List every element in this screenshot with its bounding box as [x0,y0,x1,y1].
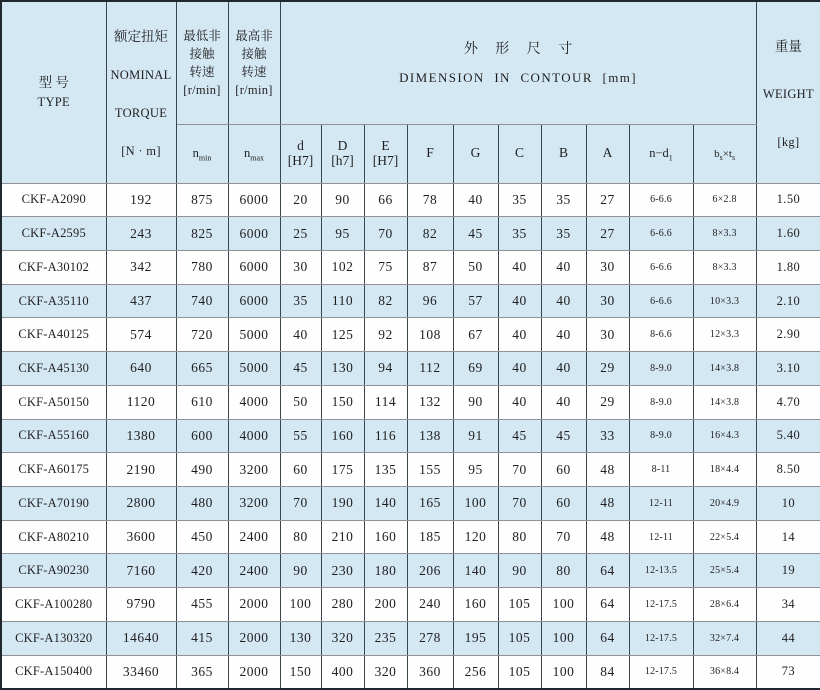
cell-F: 78 [407,183,453,217]
cell-A: 29 [586,385,629,419]
cell-bxt: 16×4.3 [693,419,756,453]
cell-n-d1: 12-13.5 [629,554,693,588]
cell-d: 35 [280,284,321,318]
cell-torque: 342 [106,250,176,284]
weight-label-en: WEIGHT [762,87,814,102]
type-label-cn: 型 号 [38,74,69,90]
cell-A: 30 [586,284,629,318]
cell-d: 60 [280,453,321,487]
cell-d: 45 [280,352,321,386]
cell-bxt: 22×5.4 [693,520,756,554]
cell-nmax: 2400 [228,554,280,588]
cell-type: CKF-A35110 [1,284,106,318]
cell-B: 40 [541,385,586,419]
cell-d: 90 [280,554,321,588]
cell-n-d1: 8-9.0 [629,352,693,386]
cell-D: 160 [321,419,364,453]
cell-type: CKF-A55160 [1,419,106,453]
cell-B: 60 [541,453,586,487]
weight-label-cn: 重量 [774,38,802,54]
cell-torque: 243 [106,217,176,251]
cell-B: 70 [541,520,586,554]
table-row [1,486,820,520]
cell-G: 40 [453,183,498,217]
cell-nmin: 780 [176,250,228,284]
cell-nmin: 455 [176,588,228,622]
dimension-subtitle-en: DIMENSION IN CONTOUR [mm] [399,69,638,85]
cell-C: 80 [498,520,541,554]
cell-torque: 437 [106,284,176,318]
col-header-type [1,1,106,183]
cell-type: CKF-A90230 [1,554,106,588]
nmin-cn2: 接触 [189,46,215,61]
cell-D: 230 [321,554,364,588]
col-header-weight [756,1,820,183]
cell-E: 114 [364,385,407,419]
cell-nmin: 825 [176,217,228,251]
cell-n-d1: 12-11 [629,520,693,554]
cell-weight: 2.90 [756,318,820,352]
cell-D: 320 [321,621,364,655]
table-row [1,284,820,318]
cell-nmax: 5000 [228,352,280,386]
cell-C: 70 [498,486,541,520]
torque-unit: [N · m] [121,144,161,159]
nmax-cn1: 最高非 [235,28,273,43]
col-header-torque [106,1,176,183]
cell-nmin: 365 [176,655,228,689]
cell-n-d1: 8-9.0 [629,385,693,419]
cell-F: 132 [407,385,453,419]
cell-d: 30 [280,250,321,284]
cell-torque: 9790 [106,588,176,622]
cell-torque: 3600 [106,520,176,554]
cell-n-d1: 8-11 [629,453,693,487]
cell-G: 50 [453,250,498,284]
cell-nmax: 6000 [228,250,280,284]
cell-A: 48 [586,486,629,520]
cell-n-d1: 6-6.6 [629,250,693,284]
cell-nmax: 5000 [228,318,280,352]
cell-G: 256 [453,655,498,689]
table-header [1,1,820,183]
cell-B: 100 [541,621,586,655]
nmax-cn3: 转速 [241,64,267,79]
table-body [1,183,820,689]
cell-bxt: 28×6.4 [693,588,756,622]
cell-weight: 4.70 [756,385,820,419]
cell-bxt: 12×3.3 [693,318,756,352]
cell-F: 278 [407,621,453,655]
cell-D: 400 [321,655,364,689]
cell-weight: 3.10 [756,352,820,386]
cell-nmin: 665 [176,352,228,386]
cell-A: 27 [586,217,629,251]
weight-unit: [kg] [777,134,800,149]
cell-bxt: 8×3.3 [693,217,756,251]
cell-nmin: 610 [176,385,228,419]
cell-nmin: 740 [176,284,228,318]
cell-E: 94 [364,352,407,386]
cell-bxt: 20×4.9 [693,486,756,520]
cell-G: 57 [453,284,498,318]
cell-d: 130 [280,621,321,655]
cell-nmax: 3200 [228,453,280,487]
cell-B: 40 [541,352,586,386]
cell-nmax: 6000 [228,217,280,251]
cell-C: 70 [498,453,541,487]
cell-E: 320 [364,655,407,689]
cell-A: 29 [586,352,629,386]
cell-B: 60 [541,486,586,520]
cell-E: 235 [364,621,407,655]
cell-A: 64 [586,621,629,655]
cell-d: 70 [280,486,321,520]
cell-B: 40 [541,318,586,352]
cell-n-d1: 6-6.6 [629,183,693,217]
cell-C: 35 [498,183,541,217]
cell-n-d1: 6-6.6 [629,217,693,251]
cell-D: 110 [321,284,364,318]
cell-D: 125 [321,318,364,352]
cell-G: 90 [453,385,498,419]
cell-B: 80 [541,554,586,588]
cell-C: 40 [498,385,541,419]
subheader-A: A [586,124,629,183]
cell-nmax: 6000 [228,183,280,217]
cell-G: 140 [453,554,498,588]
nmax-unit: [r/min] [235,82,273,97]
cell-G: 195 [453,621,498,655]
cell-B: 40 [541,250,586,284]
cell-weight: 10 [756,486,820,520]
cell-E: 70 [364,217,407,251]
dimension-title-cn: 外 形 尺 寸 [463,41,580,57]
cell-nmax: 4000 [228,385,280,419]
cell-bxt: 18×4.4 [693,453,756,487]
col-header-dimension [280,1,756,124]
cell-G: 45 [453,217,498,251]
cell-E: 82 [364,284,407,318]
cell-G: 91 [453,419,498,453]
cell-n-d1: 12-17.5 [629,588,693,622]
cell-torque: 192 [106,183,176,217]
subheader-nmin: $n_{min}$ [176,124,228,183]
cell-G: 69 [453,352,498,386]
nmin-cn1: 最低非 [183,28,221,43]
cell-nmin: 875 [176,183,228,217]
cell-torque: 640 [106,352,176,386]
cell-nmax: 2000 [228,655,280,689]
nmin-cn3: 转速 [189,64,215,79]
cell-B: 45 [541,419,586,453]
cell-B: 100 [541,588,586,622]
col-header-nmax-top [228,1,280,124]
cell-d: 50 [280,385,321,419]
subheader-d: d [H7] [280,124,321,183]
cell-type: CKF-A30102 [1,250,106,284]
cell-torque: 574 [106,318,176,352]
cell-type: CKF-A150400 [1,655,106,689]
cell-nmin: 720 [176,318,228,352]
cell-A: 30 [586,318,629,352]
cell-D: 150 [321,385,364,419]
cell-nmax: 2400 [228,520,280,554]
cell-type: CKF-A80210 [1,520,106,554]
table-row [1,385,820,419]
cell-weight: 14 [756,520,820,554]
cell-bxt: 6×2.8 [693,183,756,217]
cell-E: 180 [364,554,407,588]
cell-d: 20 [280,183,321,217]
table-row [1,183,820,217]
cell-F: 112 [407,352,453,386]
cell-d: 25 [280,217,321,251]
cell-d: 40 [280,318,321,352]
table-row [1,520,820,554]
cell-A: 27 [586,183,629,217]
cell-G: 120 [453,520,498,554]
cell-D: 102 [321,250,364,284]
cell-E: 200 [364,588,407,622]
subheader-B: B [541,124,586,183]
cell-D: 130 [321,352,364,386]
table-row [1,217,820,251]
cell-torque: 1380 [106,419,176,453]
col-header-nmin-top [176,1,228,124]
table-row [1,250,820,284]
cell-weight: 1.80 [756,250,820,284]
table-row [1,554,820,588]
cell-type: CKF-A100280 [1,588,106,622]
cell-E: 116 [364,419,407,453]
cell-type: CKF-A2090 [1,183,106,217]
cell-F: 108 [407,318,453,352]
cell-bxt: 14×3.8 [693,385,756,419]
cell-E: 92 [364,318,407,352]
cell-C: 40 [498,250,541,284]
cell-E: 75 [364,250,407,284]
cell-weight: 44 [756,621,820,655]
cell-n-d1: 6-6.6 [629,284,693,318]
table-row [1,621,820,655]
subheader-G: G [453,124,498,183]
cell-F: 155 [407,453,453,487]
cell-n-d1: 12-17.5 [629,655,693,689]
cell-F: 165 [407,486,453,520]
cell-nmin: 600 [176,419,228,453]
cell-nmin: 450 [176,520,228,554]
cell-weight: 8.50 [756,453,820,487]
cell-type: CKF-A50150 [1,385,106,419]
cell-d: 55 [280,419,321,453]
subheader-n-d1: $n-d_1$ [629,124,693,183]
torque-label-cn: 额定扭矩 [114,29,168,45]
torque-label-en1: NOMINAL [110,68,172,83]
torque-label-en2: TORQUE [114,106,168,121]
cell-F: 185 [407,520,453,554]
cell-nmax: 6000 [228,284,280,318]
cell-C: 40 [498,352,541,386]
cell-type: CKF-A60175 [1,453,106,487]
table-row [1,453,820,487]
subheader-F: F [407,124,453,183]
cell-type: CKF-A70190 [1,486,106,520]
cell-type: CKF-A40125 [1,318,106,352]
cell-C: 35 [498,217,541,251]
cell-nmax: 2000 [228,588,280,622]
cell-nmax: 4000 [228,419,280,453]
cell-B: 35 [541,217,586,251]
cell-D: 190 [321,486,364,520]
cell-C: 105 [498,655,541,689]
cell-d: 80 [280,520,321,554]
cell-B: 35 [541,183,586,217]
cell-bxt: 36×8.4 [693,655,756,689]
cell-type: CKF-A2595 [1,217,106,251]
cell-F: 82 [407,217,453,251]
cell-C: 40 [498,284,541,318]
cell-G: 95 [453,453,498,487]
cell-E: 135 [364,453,407,487]
cell-C: 105 [498,621,541,655]
cell-n-d1: 8-9.0 [629,419,693,453]
cell-A: 30 [586,250,629,284]
cell-d: 150 [280,655,321,689]
cell-bxt: 8×3.3 [693,250,756,284]
cell-bxt: 14×3.8 [693,352,756,386]
cell-weight: 2.10 [756,284,820,318]
cell-F: 240 [407,588,453,622]
cell-A: 64 [586,588,629,622]
cell-A: 48 [586,520,629,554]
table-row [1,352,820,386]
cell-A: 33 [586,419,629,453]
cell-B: 40 [541,284,586,318]
cell-nmax: 3200 [228,486,280,520]
table-row [1,588,820,622]
cell-weight: 73 [756,655,820,689]
cell-bxt: 32×7.4 [693,621,756,655]
cell-G: 100 [453,486,498,520]
cell-A: 84 [586,655,629,689]
nmax-cn2: 接触 [241,46,267,61]
subheader-nmax: $n_{max}$ [228,124,280,183]
cell-type: CKF-A45130 [1,352,106,386]
cell-C: 105 [498,588,541,622]
table-row [1,655,820,689]
nmin-unit: [r/min] [183,82,221,97]
subheader-D: D [h7] [321,124,364,183]
cell-F: 138 [407,419,453,453]
cell-C: 45 [498,419,541,453]
cell-torque: 7160 [106,554,176,588]
cell-n-d1: 8-6.6 [629,318,693,352]
cell-type: CKF-A130320 [1,621,106,655]
cell-F: 96 [407,284,453,318]
cell-G: 160 [453,588,498,622]
cell-bxt: 10×3.3 [693,284,756,318]
cell-bxt: 25×5.4 [693,554,756,588]
cell-D: 175 [321,453,364,487]
cell-nmax: 2000 [228,621,280,655]
cell-weight: 5.40 [756,419,820,453]
cell-D: 90 [321,183,364,217]
cell-torque: 1120 [106,385,176,419]
cell-F: 360 [407,655,453,689]
type-label-en: TYPE [37,95,70,109]
cell-weight: 1.60 [756,217,820,251]
cell-F: 206 [407,554,453,588]
cell-torque: 33460 [106,655,176,689]
cell-nmin: 490 [176,453,228,487]
cell-n-d1: 12-11 [629,486,693,520]
cell-E: 160 [364,520,407,554]
subheader-E: E [H7] [364,124,407,183]
cell-nmin: 415 [176,621,228,655]
cell-A: 48 [586,453,629,487]
cell-G: 67 [453,318,498,352]
cell-C: 40 [498,318,541,352]
cell-B: 100 [541,655,586,689]
cell-n-d1: 12-17.5 [629,621,693,655]
subheader-bxt: $b_s\times t_s$ [693,124,756,183]
cell-weight: 19 [756,554,820,588]
cell-C: 90 [498,554,541,588]
cell-weight: 34 [756,588,820,622]
cell-d: 100 [280,588,321,622]
cell-D: 280 [321,588,364,622]
cell-F: 87 [407,250,453,284]
cell-D: 95 [321,217,364,251]
table-row [1,419,820,453]
cell-torque: 2190 [106,453,176,487]
table-row [1,318,820,352]
cell-weight: 1.50 [756,183,820,217]
cell-nmin: 480 [176,486,228,520]
cell-A: 64 [586,554,629,588]
cell-E: 140 [364,486,407,520]
cell-D: 210 [321,520,364,554]
cell-torque: 14640 [106,621,176,655]
cell-torque: 2800 [106,486,176,520]
cell-E: 66 [364,183,407,217]
cell-nmin: 420 [176,554,228,588]
subheader-C: C [498,124,541,183]
